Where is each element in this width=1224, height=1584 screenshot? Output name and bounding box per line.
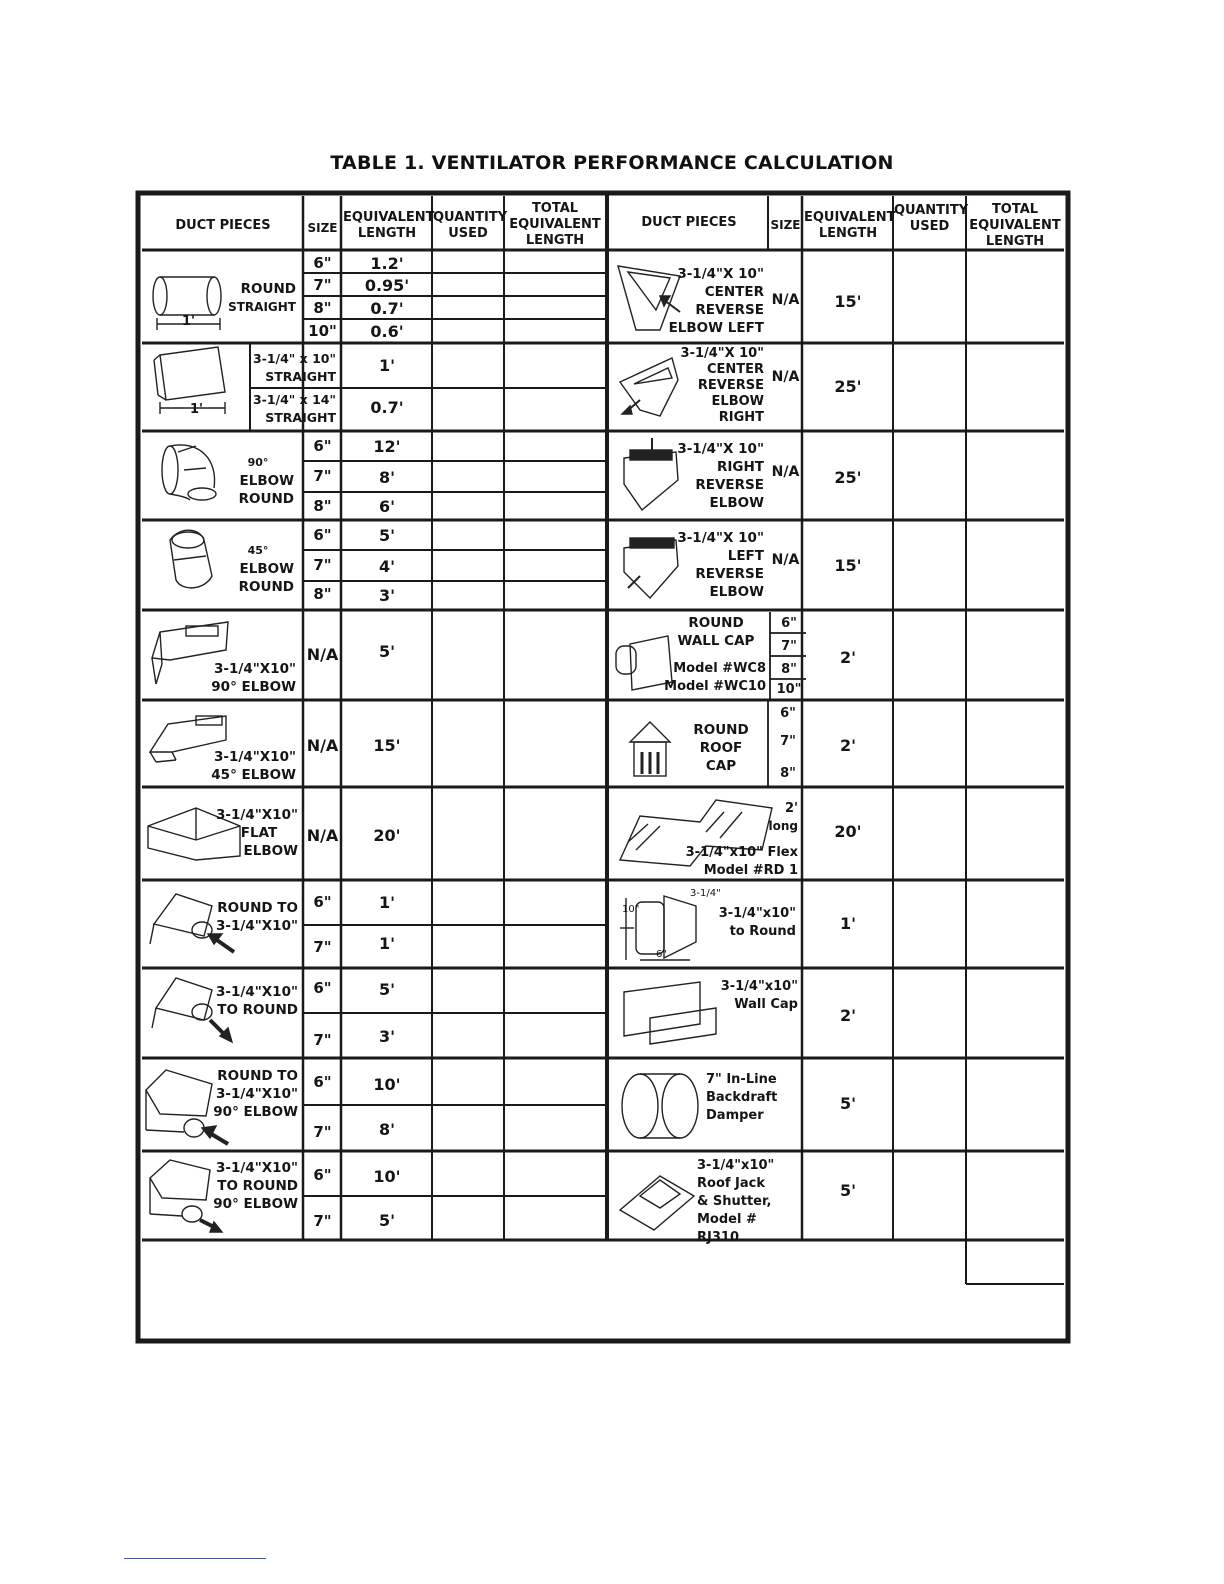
eq-cell: 3': [378, 586, 396, 605]
header-duct-pieces-right: DUCT PIECES: [641, 215, 737, 230]
size-cell: 10": [776, 682, 802, 697]
size-cell: 7": [313, 1123, 332, 1141]
size-cell: 6": [781, 616, 797, 631]
eq-cell: 12': [373, 437, 401, 456]
total-summary-cell[interactable]: [968, 1242, 1064, 1283]
header-size-left: SIZE: [307, 221, 338, 235]
size-cell: 6": [313, 437, 332, 455]
label-rect-45-elbow: 3-1/4"X10" 45° ELBOW: [211, 749, 296, 783]
label-left-reverse-elbow: 3-1/4"X 10" LEFT REVERSE ELBOW: [677, 530, 764, 600]
label-roof-jack: 3-1/4"x10" Roof Jack & Shutter, Model # RJ310: [697, 1158, 775, 1245]
header-duct-pieces-left: DUCT PIECES: [175, 218, 271, 233]
size-cell: 6": [313, 1073, 332, 1091]
size-cell: 6": [313, 254, 332, 272]
eq-cell: 2': [839, 1006, 857, 1025]
eq-cell: 6': [378, 497, 396, 516]
dim-label: 1': [190, 402, 204, 417]
size-cell: 10": [308, 322, 337, 340]
header-eq-length-right: EQUIVALENT LENGTH: [804, 210, 896, 241]
eq-cell: 15': [834, 292, 862, 311]
dim-label: 6": [656, 949, 667, 960]
header-total-left: TOTAL EQUIVALENT LENGTH: [509, 201, 601, 248]
label-rect-to-round-adapter: 3-1/4"x10" to Round: [718, 906, 796, 939]
label-rect-to-round: 3-1/4"X10" TO ROUND: [216, 984, 298, 1018]
size-cell: 6": [313, 893, 332, 911]
header-total-right: TOTAL EQUIVALENT LENGTH: [969, 202, 1061, 249]
label-backdraft-damper: 7" In-Line Backdraft Damper: [706, 1072, 778, 1123]
dim-label: 10": [622, 904, 640, 915]
flex-length-unit: long: [768, 819, 798, 833]
round-90-elbow-icon: [162, 445, 216, 500]
size-cell: N/A: [771, 552, 800, 568]
size-cell: 7": [313, 1031, 332, 1049]
size-cell: 6": [313, 1166, 332, 1184]
label-rect-wall-cap: 3-1/4"x10" Wall Cap: [720, 979, 798, 1012]
size-cell: 7": [780, 734, 796, 749]
label-round-wall-cap: ROUND WALL CAP: [677, 615, 755, 649]
label-rect-to-round-90-elbow: 3-1/4"X10" TO ROUND 90° ELBOW: [213, 1160, 298, 1212]
size-cell: 3-1/4" x 14" STRAIGHT: [252, 392, 336, 425]
eq-cell: 15': [834, 556, 862, 575]
size-cell: N/A: [771, 292, 800, 308]
round-roof-cap-icon: [630, 722, 670, 776]
label-45-elbow-round: 45° ELBOW ROUND: [238, 544, 294, 595]
size-cell: 7": [781, 639, 797, 654]
dim-label: 1': [182, 314, 196, 329]
size-cell: 8": [313, 497, 332, 515]
eq-cell: 4': [378, 557, 396, 576]
size-cell: 7": [313, 467, 332, 485]
size-cell: 3-1/4" x 10" STRAIGHT: [252, 351, 336, 384]
eq-cell: 5': [378, 980, 396, 999]
eq-cell: 8': [378, 1120, 396, 1139]
size-cell: N/A: [306, 826, 339, 845]
eq-cell: 0.7': [370, 299, 404, 318]
size-cell: 7": [313, 938, 332, 956]
label-round-to-rect: ROUND TO 3-1/4"X10": [216, 900, 298, 934]
eq-cell: 1': [378, 934, 396, 953]
eq-cell: 1': [378, 893, 396, 912]
dim-label: 3-1/4": [690, 888, 721, 899]
size-cell: 6": [780, 706, 796, 721]
eq-cell: 20': [834, 822, 862, 841]
label-flex-duct: 3-1/4"x10" Flex Model #RD 1: [685, 845, 798, 878]
label-round-straight: ROUND STRAIGHT: [228, 281, 296, 314]
header-eq-length-left: EQUIVALENT LENGTH: [343, 210, 435, 241]
eq-cell: 5': [378, 642, 396, 661]
eq-cell: 1': [378, 356, 396, 375]
eq-cell: 1.2': [370, 254, 404, 273]
eq-cell: 0.95': [364, 276, 410, 295]
eq-cell: 8': [378, 468, 396, 487]
eq-cell: 2': [839, 736, 857, 755]
eq-cell: 5': [378, 526, 396, 545]
size-cell: 6": [313, 526, 332, 544]
eq-cell: 5': [378, 1211, 396, 1230]
eq-cell: 0.6': [370, 322, 404, 341]
label-90-elbow-round: 90° ELBOW ROUND: [238, 456, 294, 507]
backdraft-damper-icon: [622, 1074, 698, 1138]
size-cell: 8": [313, 585, 332, 603]
eq-cell: 3': [378, 1027, 396, 1046]
roof-jack-icon: [620, 1176, 694, 1230]
size-cell: 7": [313, 1212, 332, 1230]
eq-cell: 10': [373, 1167, 401, 1186]
table-title: TABLE 1. VENTILATOR PERFORMANCE CALCULATION: [330, 152, 894, 174]
label-wall-cap-models: Model #WC8 Model #WC10: [664, 661, 766, 694]
flex-length: 2': [784, 801, 798, 816]
label-flat-elbow: 3-1/4"X10" FLAT ELBOW: [216, 807, 298, 859]
eq-cell: 5': [839, 1094, 857, 1113]
size-cell: N/A: [306, 645, 339, 664]
size-cell: 7": [313, 276, 332, 294]
size-cell: 6": [313, 979, 332, 997]
size-cell: N/A: [306, 736, 339, 755]
eq-cell: 5': [839, 1181, 857, 1200]
size-cell: 8": [781, 662, 797, 677]
eq-cell: 25': [834, 377, 862, 396]
round-45-elbow-icon: [170, 530, 212, 588]
eq-cell: 15': [373, 736, 401, 755]
header-quantity-left: QUANTITY USED: [433, 210, 508, 241]
eq-cell: 25': [834, 468, 862, 487]
label-round-to-rect-90-elbow: ROUND TO 3-1/4"X10" 90° ELBOW: [213, 1068, 298, 1120]
eq-cell: 2': [839, 648, 857, 667]
label-right-reverse-elbow: 3-1/4"X 10" RIGHT REVERSE ELBOW: [677, 441, 764, 511]
header-size-right: SIZE: [770, 218, 801, 232]
eq-cell: 0.7': [370, 398, 404, 417]
size-cell: 8": [780, 766, 796, 781]
label-round-roof-cap: ROUND ROOF CAP: [693, 722, 749, 774]
label-center-reverse-elbow-right: 3-1/4"X 10" CENTER REVERSE ELBOW RIGHT: [680, 346, 764, 425]
eq-cell: 10': [373, 1075, 401, 1094]
size-cell: 8": [313, 299, 332, 317]
size-cell: N/A: [771, 464, 800, 480]
size-cell: 7": [313, 556, 332, 574]
footer-line: [124, 1558, 266, 1559]
label-rect-90-elbow: 3-1/4"X10" 90° ELBOW: [211, 661, 296, 695]
eq-cell: 1': [839, 914, 857, 933]
label-center-reverse-elbow-left: 3-1/4"X 10" CENTER REVERSE ELBOW LEFT: [668, 266, 764, 336]
eq-cell: 20': [373, 826, 401, 845]
header-quantity-right: QUANTITY USED: [894, 203, 969, 234]
size-cell: N/A: [771, 369, 800, 385]
